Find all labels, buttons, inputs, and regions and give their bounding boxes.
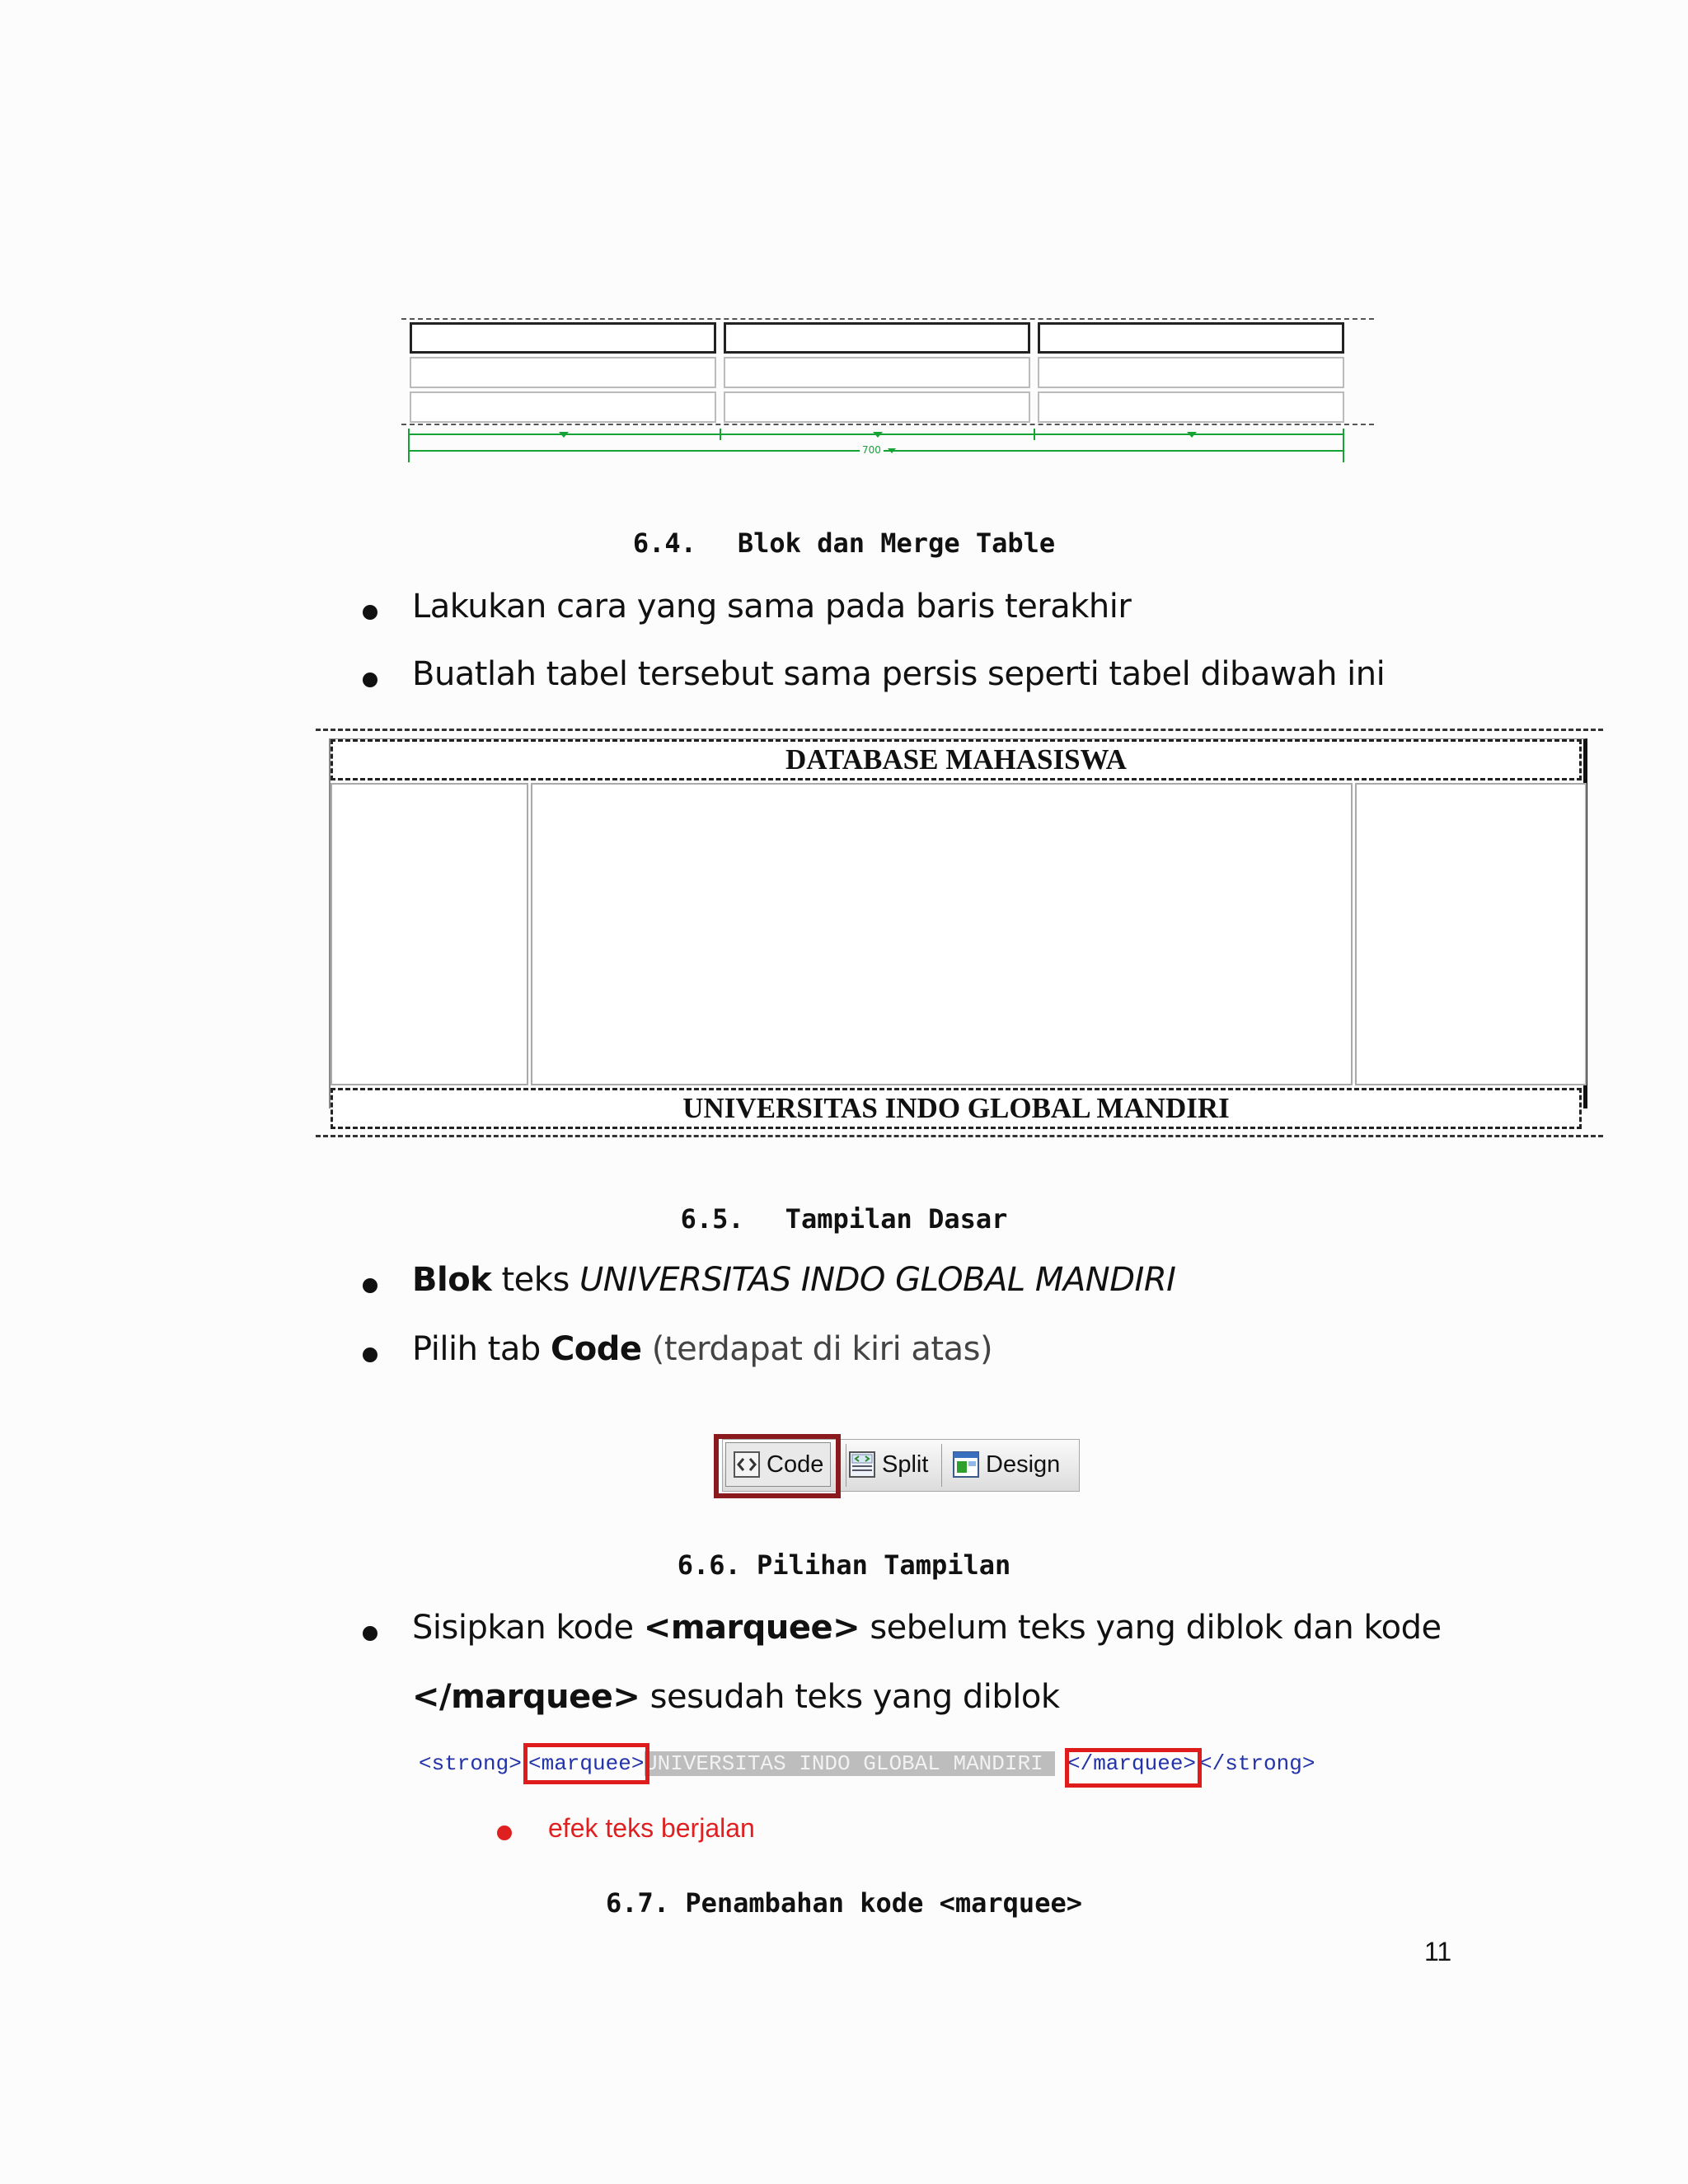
design-view-button[interactable]: [953, 1441, 1060, 1488]
highlight-box: [714, 1434, 841, 1498]
table-right-cell: [1355, 783, 1587, 1085]
table-bottom-dashed-border: [401, 424, 1374, 425]
outer-dashed-border: [316, 729, 1603, 731]
ruler-tick: [408, 439, 410, 462]
bullet-text-4: [412, 1330, 992, 1368]
figure-merge-table: [401, 316, 1374, 464]
table-cell: [1038, 391, 1344, 423]
plain-text: teks: [491, 1261, 580, 1299]
table-cell: [410, 322, 716, 354]
strong-close-tag: </strong>: [1199, 1751, 1315, 1776]
ruler-dropdown-icon: [1187, 432, 1197, 438]
selected-text: UNIVERSITAS INDO GLOBAL MANDIRI: [645, 1751, 1055, 1776]
table-center-cell: [531, 783, 1353, 1085]
bullet-icon: [363, 1278, 377, 1293]
bullet-text-1: Lakukan cara yang sama pada baris terakhir: [412, 588, 1132, 626]
table-cell: [410, 357, 716, 388]
figure-marquee-code: [416, 1743, 1323, 1793]
ruler-tick: [1034, 429, 1035, 440]
table-header-cell: DATABASE MAHASISWA: [331, 739, 1582, 780]
caption-number: 6.5.: [680, 1203, 744, 1235]
marquee-close-tag: </marquee>: [1067, 1751, 1197, 1776]
table-cell: [724, 322, 1030, 354]
ruler-dropdown-icon: [873, 432, 883, 438]
bullet-icon: [363, 1347, 377, 1362]
bullet-icon: [363, 605, 377, 620]
caption-text: Blok dan Merge Table: [737, 527, 1056, 559]
split-button-label: Split: [882, 1451, 929, 1478]
marquee-open-tag: <marquee>: [528, 1751, 645, 1776]
plain-text: sesudah teks yang diblok: [640, 1678, 1060, 1716]
bullet-icon: [363, 673, 377, 687]
caption-6-5: [0, 1203, 1688, 1235]
bullet-text-2: Buatlah tabel tersebut sama persis seperti tabel dibawah ini: [412, 655, 1386, 693]
bullet-text-3: [412, 1261, 1175, 1299]
bold-text: Blok: [412, 1261, 492, 1299]
caption-number: 6.4.: [632, 527, 696, 559]
caption-text: Tampilan Dasar: [785, 1203, 1008, 1235]
design-view-icon: [953, 1451, 979, 1478]
split-view-button[interactable]: [849, 1441, 928, 1488]
ruler-tick: [1343, 439, 1344, 462]
italic-text: UNIVERSITAS INDO GLOBAL MANDIRI: [579, 1261, 1176, 1299]
ruler-tick: [408, 429, 410, 440]
figure-database-table: [316, 725, 1603, 1137]
table-top-dashed-border: [401, 318, 1374, 320]
highlight-box-close: [1065, 1748, 1202, 1788]
caption-6-6: 6.6. Pilihan Tampilan: [677, 1549, 1011, 1581]
bullet-icon: [363, 1626, 377, 1641]
code-button-label: Code: [767, 1451, 824, 1478]
table-cell: [724, 391, 1030, 423]
design-button-label: Design: [986, 1451, 1061, 1478]
table-width-label: 700: [860, 444, 884, 456]
plain-text: sebelum teks yang diblok dan kode: [860, 1609, 1442, 1647]
page-number: 11: [1424, 1937, 1452, 1966]
table-cell: [1038, 357, 1344, 388]
effect-note: efek teks berjalan: [548, 1813, 755, 1843]
bold-text: <marquee>: [643, 1609, 860, 1647]
strong-open-tag: <strong>: [419, 1751, 522, 1776]
table-left-cell: [331, 783, 528, 1085]
bold-text: Code: [550, 1330, 642, 1368]
plain-text: Sisipkan kode: [412, 1609, 644, 1647]
plain-text: Pilih tab: [412, 1330, 551, 1368]
split-view-icon: [849, 1451, 875, 1478]
caption-6-4: [0, 527, 1688, 559]
caption-6-7: 6.7. Penambahan kode <marquee>: [606, 1887, 1082, 1919]
table-cell: [1038, 322, 1344, 354]
ruler-tick: [1343, 429, 1344, 440]
toolbar-separator: [941, 1444, 942, 1487]
bold-text: </marquee>: [412, 1678, 640, 1716]
ruler-dropdown-icon: [559, 432, 569, 438]
ruler-tick: [720, 429, 721, 440]
bullet-text-5-line-2: [412, 1678, 1060, 1716]
figure-view-toolbar: [714, 1434, 1083, 1498]
table-footer-cell: UNIVERSITAS INDO GLOBAL MANDIRI: [331, 1088, 1582, 1129]
ruler-dropdown-icon: [888, 448, 896, 453]
highlight-box-open: [523, 1743, 649, 1784]
table-cell: [410, 391, 716, 423]
bullet-text-5-line-1: [412, 1609, 1442, 1647]
red-bullet-icon: [497, 1825, 512, 1840]
grey-text: (terdapat di kiri atas): [641, 1330, 993, 1368]
table-cell: [724, 357, 1030, 388]
outer-dashed-border: [316, 1135, 1603, 1137]
